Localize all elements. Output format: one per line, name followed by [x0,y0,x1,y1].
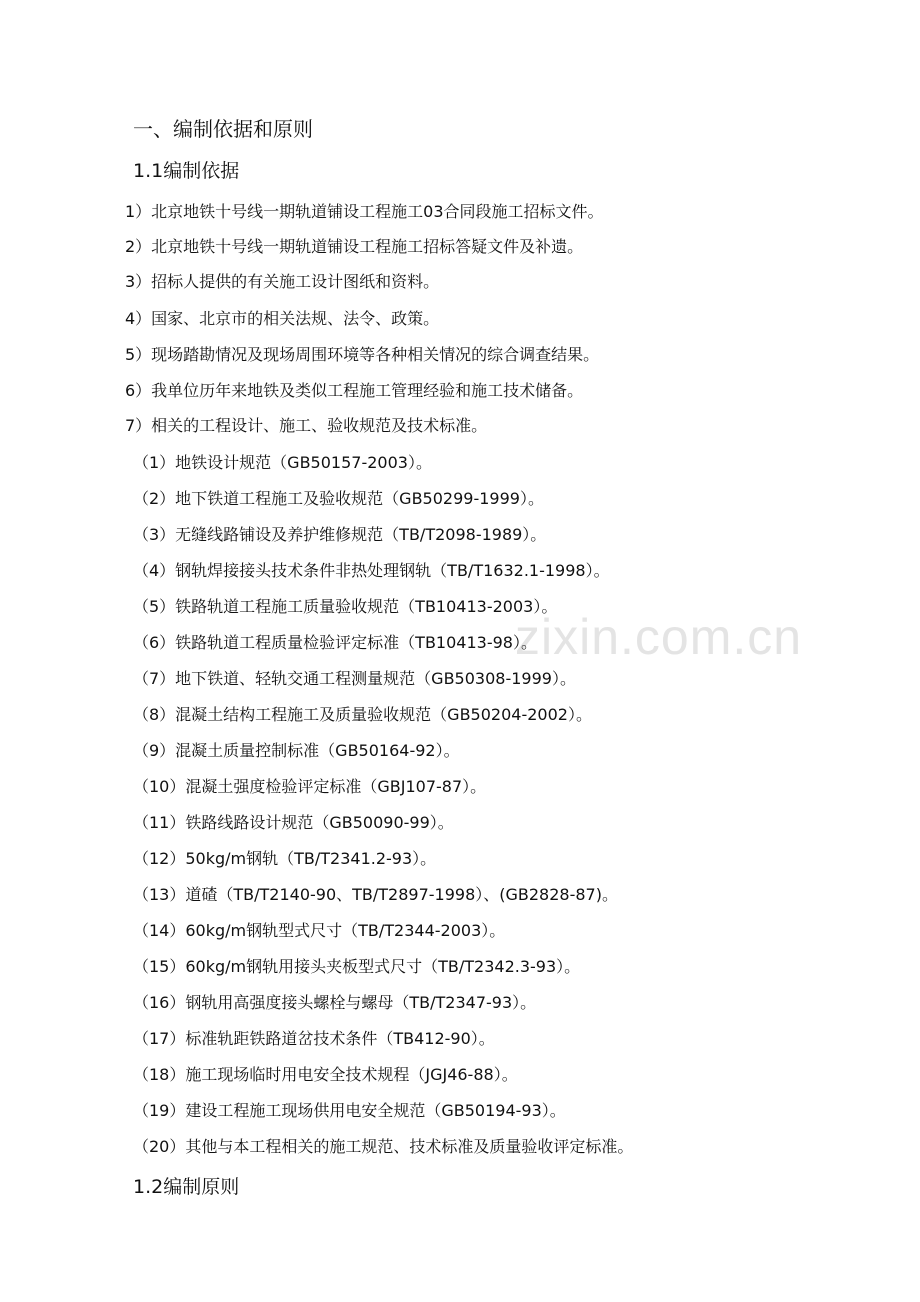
standard-item: （15）60kg/m钢轨用接头夹板型式尺寸（TB/T2342.3-93）。 [133,957,581,976]
standard-item: （12）50kg/m钢轨（TB/T2341.2-93）。 [133,849,437,868]
standard-item: （4）钢轨焊接接头技术条件非热处理钢轨（TB/T1632.1-1998）。 [133,561,610,580]
list-item: 4）国家、北京市的相关法规、法令、政策。 [125,309,440,328]
document-heading: 一、编制依据和原则 [133,117,313,141]
standard-item: （18）施工现场临时用电安全技术规程（JGJ46-88）。 [133,1065,518,1084]
standard-item: （3）无缝线路铺设及养护维修规范（TB/T2098-1989）。 [133,525,547,544]
watermark: zixin.com.cn [515,609,803,665]
standard-item: （11）铁路线路设计规范（GB50090-99）。 [133,813,454,832]
standard-item: （1）地铁设计规范（GB50157-2003）。 [133,453,432,472]
list-item: 5）现场踏勘情况及现场周围环境等各种相关情况的综合调查结果。 [125,345,600,364]
list-item: 2）北京地铁十号线一期轨道铺设工程施工招标答疑文件及补遗。 [125,237,584,256]
list-item: 6）我单位历年来地铁及类似工程施工管理经验和施工技术储备。 [125,381,584,400]
standard-item: （13）道碴（TB/T2140-90、TB/T2897-1998）、(GB2828-87)。 [133,885,618,904]
standard-item: （2）地下铁道工程施工及验收规范（GB50299-1999）。 [133,489,544,508]
standard-item: （16）钢轨用高强度接头螺栓与螺母（TB/T2347-93）。 [133,993,537,1012]
standard-item: （8）混凝土结构工程施工及质量验收规范（GB50204-2002）。 [133,705,592,724]
standard-item: （19）建设工程施工现场供用电安全规范（GB50194-93）。 [133,1101,566,1120]
standard-item: （9）混凝土质量控制标准（GB50164-92）。 [133,741,460,760]
section-heading-1-2: 1.2编制原则 [133,1176,240,1198]
standard-item: （20）其他与本工程相关的施工规范、技术标准及质量验收评定标准。 [133,1137,634,1156]
list-item: 3）招标人提供的有关施工设计图纸和资料。 [125,272,440,291]
standard-item: （7）地下铁道、轻轨交通工程测量规范（GB50308-1999）。 [133,669,576,688]
list-item: 7）相关的工程设计、施工、验收规范及技术标准。 [125,416,488,435]
list-item: 1）北京地铁十号线一期轨道铺设工程施工03合同段施工招标文件。 [125,202,604,221]
standard-item: （10）混凝土强度检验评定标准（GBJ107-87）。 [133,777,487,796]
standard-item: （14）60kg/m钢轨型式尺寸（TB/T2344-2003）。 [133,921,506,940]
section-heading-1-1: 1.1编制依据 [133,160,240,182]
standard-item: （5）铁路轨道工程施工质量验收规范（TB10413-2003）。 [133,597,558,616]
standard-item: （17）标准轨距铁路道岔技术条件（TB412-90）。 [133,1029,495,1048]
standard-item: （6）铁路轨道工程质量检验评定标准（TB10413-98）。 [133,633,537,652]
